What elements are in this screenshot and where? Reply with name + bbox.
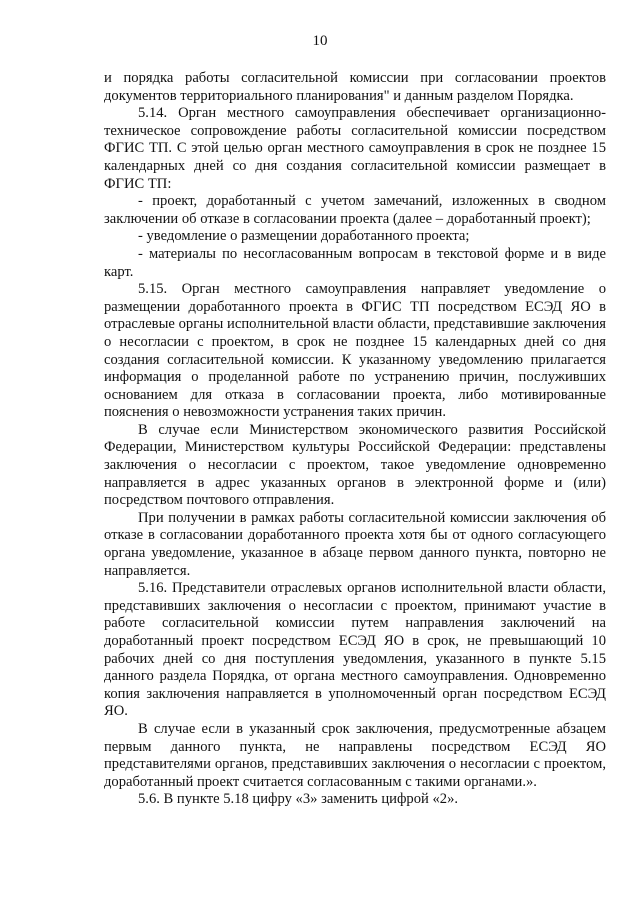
list-item-materials: - материалы по несогласованным вопросам в текстовой форме и в виде карт. (104, 245, 606, 280)
document-body (104, 70, 606, 809)
paragraph-5-16-deadline: В случае если в указанный срок заключения, предусмотренные абзацем первым данного пункта, не направлены посредством ЕСЭД ЯО представителями органов, представивших заключения о несогласии с проектом, доработанный проект считается согласованным с такими органами.». (104, 720, 606, 790)
paragraph-5-15: 5.15. Орган местного самоуправления направляет уведомление о размещении доработанного проекта в ФГИС ТП посредством ЕСЭД ЯО в отраслевые органы исполнительной власти области, представившие заключения о несогласии с проектом, в срок не позднее 15 календарных дней со дня создания согласительной комиссии. К указанному уведомлению прилагается информация о проделанной работе по устранению причин, послуживших основанием для отказа в согласовании проекта, либо мотивированные пояснения о невозможности устранения таких причин. (104, 281, 606, 421)
paragraph-5-16: 5.16. Представители отраслевых органов исполнительной власти области, представивших заключения о несогласии с проектом, принимают участие в работе согласительной комиссии путем направления заключений на доработанный проект посредством ЕСЭД ЯО в срок, не превышающий 10 рабочих дней со дня поступления уведомления, указанного в пункте 5.15 данного раздела Порядка, от органа местного самоуправления. Одновременно копия заключения направляется в уполномоченный орган посредством ЕСЭД ЯО. (104, 580, 606, 720)
page-number: 10 (312, 33, 328, 49)
paragraph-5-15-ministries: В случае если Министерством экономического развития Российской Федерации, Министерством культуры Российской Федерации: представлены заключения о несогласии с проектом, такое уведомление одновременно направляется в адрес указанных органов в электронной форме и (или) посредством почтового отправления. (104, 421, 606, 509)
paragraph-5-6: 5.6. В пункте 5.18 цифру «3» заменить цифрой «2». (138, 791, 459, 808)
list-item-notification: - уведомление о размещении доработанного проекта; (138, 228, 470, 245)
paragraph-continuation: и порядка работы согласительной комиссии при согласовании проектов документов территориального планирования" и данным разделом Порядка. (104, 70, 606, 104)
paragraph-5-14: 5.14. Орган местного самоуправления обеспечивает организационно-техническое сопровождение работы согласительной комиссии посредством ФГИС ТП. С этой целью орган местного самоуправления в срок не позднее 15 календарных дней со дня создания согласительной комиссии размещает в ФГИС ТП: (104, 105, 606, 192)
paragraph-5-15-refusal: При получении в рамках работы согласительной комиссии заключения об отказе в согласовании доработанного проекта хотя бы от одного согласующего органа уведомление, указанное в абзаце первом данного пункта, повторно не направляется. (104, 509, 606, 579)
list-item-revised-project: - проект, доработанный с учетом замечаний, изложенных в сводном заключении об отказе в согласовании проекта (далее – доработанный проект); (104, 193, 606, 227)
